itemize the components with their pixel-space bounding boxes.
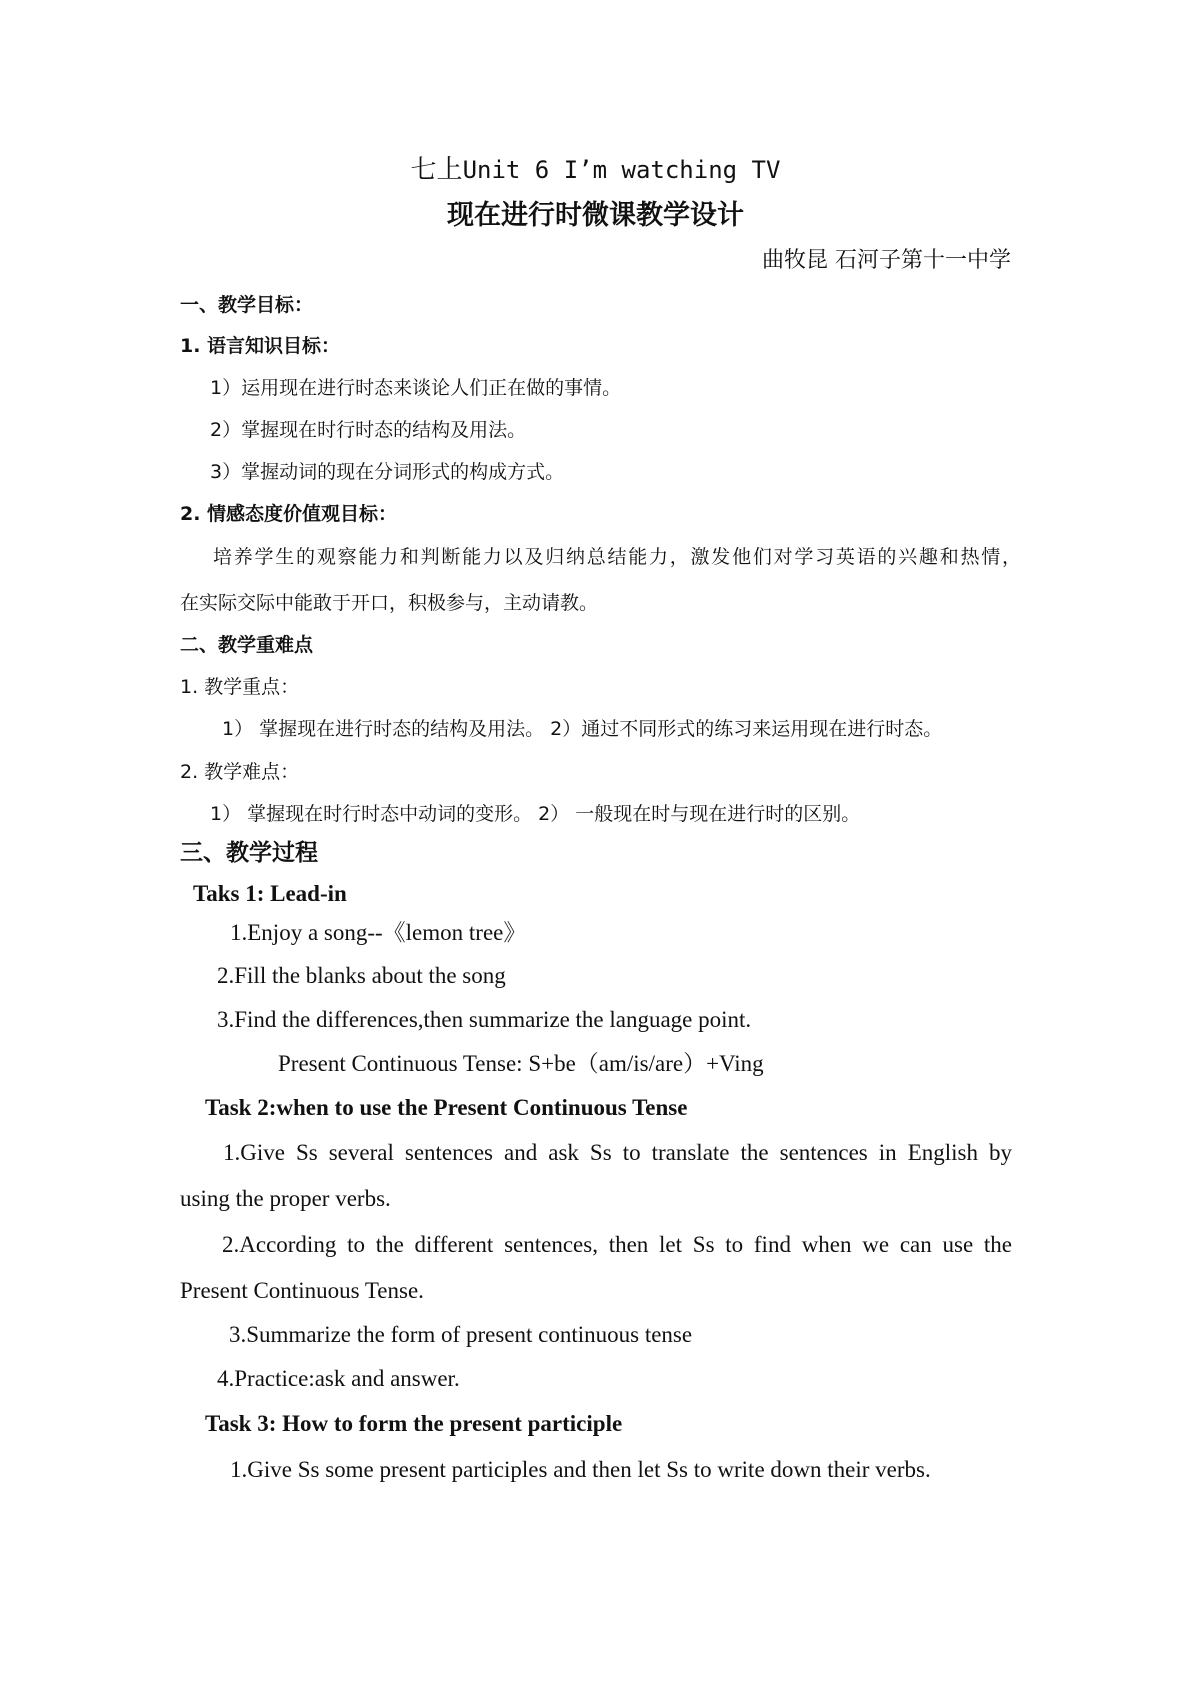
key-points-items: 1） 掌握现在进行时态的结构及用法。 2）通过不同形式的练习来运用现在进行时态。 [222,718,943,740]
section1-sub1-heading: 1. 语言知识目标： [180,335,341,357]
attitude-paragraph-line2: 在实际交际中能敢于开口，积极参与，主动请教。 [180,592,599,614]
objective-item: 3）掌握动词的现在分词形式的构成方式。 [210,461,565,483]
task3-heading: Task 3: How to form the present participle [205,1411,623,1436]
task3-item1: 1.Give Ss some present participles and then let Ss to write down their verbs. [230,1457,931,1482]
task1-heading: Taks 1: Lead-in [193,881,347,906]
page-title [0,157,1191,183]
section3-heading: 三、教学过程 [180,840,318,866]
task2-item4: 4.Practice:ask and answer. [217,1366,460,1391]
task2-item2-line2: Present Continuous Tense. [180,1278,424,1303]
section1-sub2-heading: 2. 情感态度价值观目标： [180,503,398,525]
task1-item: 2.Fill the blanks about the song [217,963,506,988]
task2-item1-line2: using the proper verbs. [180,1186,391,1211]
task1-item: 3.Find the differences,then summarize the language point. [217,1007,752,1032]
task2-item1-line1: 1.Give Ss several sentences and ask Ss to translate the sentences in English by [223,1140,1012,1165]
page-subtitle: 现在进行时微课教学设计 [447,200,744,231]
task1-formula: Present Continuous Tense: S+be（am/is/are）+Ving [278,1051,764,1076]
objective-item: 1）运用现在进行时态来谈论人们正在做的事情。 [210,377,622,399]
author-line: 曲牧昆 石河子第十一中学 [762,248,1011,273]
task2-heading: Task 2:when to use the Present Continuous Tense [205,1095,688,1120]
title-cn-part: 七上 [410,155,463,185]
key-points-heading: 1. 教学重点： [180,676,300,698]
section1-heading: 一、教学目标： [180,294,314,316]
task2-item2-line1: 2.According to the different sentences, then let Ss to find when we can use the [222,1232,1012,1257]
task2-item3: 3.Summarize the form of present continuous tense [229,1322,693,1347]
title-en-part: Unit 6 I’m watching TV [462,156,781,184]
section2-heading: 二、教学重难点 [180,634,314,656]
difficult-points-heading: 2. 教学难点： [180,761,300,783]
objective-item: 2）掌握现在时行时态的结构及用法。 [210,419,527,441]
difficult-points-items: 1） 掌握现在时行时态中动词的变形。 2） 一般现在时与现在进行时的区别。 [210,803,861,825]
task1-item: 1.Enjoy a song--《lemon tree》 [230,920,527,945]
attitude-paragraph-line1: 培养学生的观察能力和判断能力以及归纳总结能力，激发他们对学习英语的兴趣和热情， [213,546,1021,568]
